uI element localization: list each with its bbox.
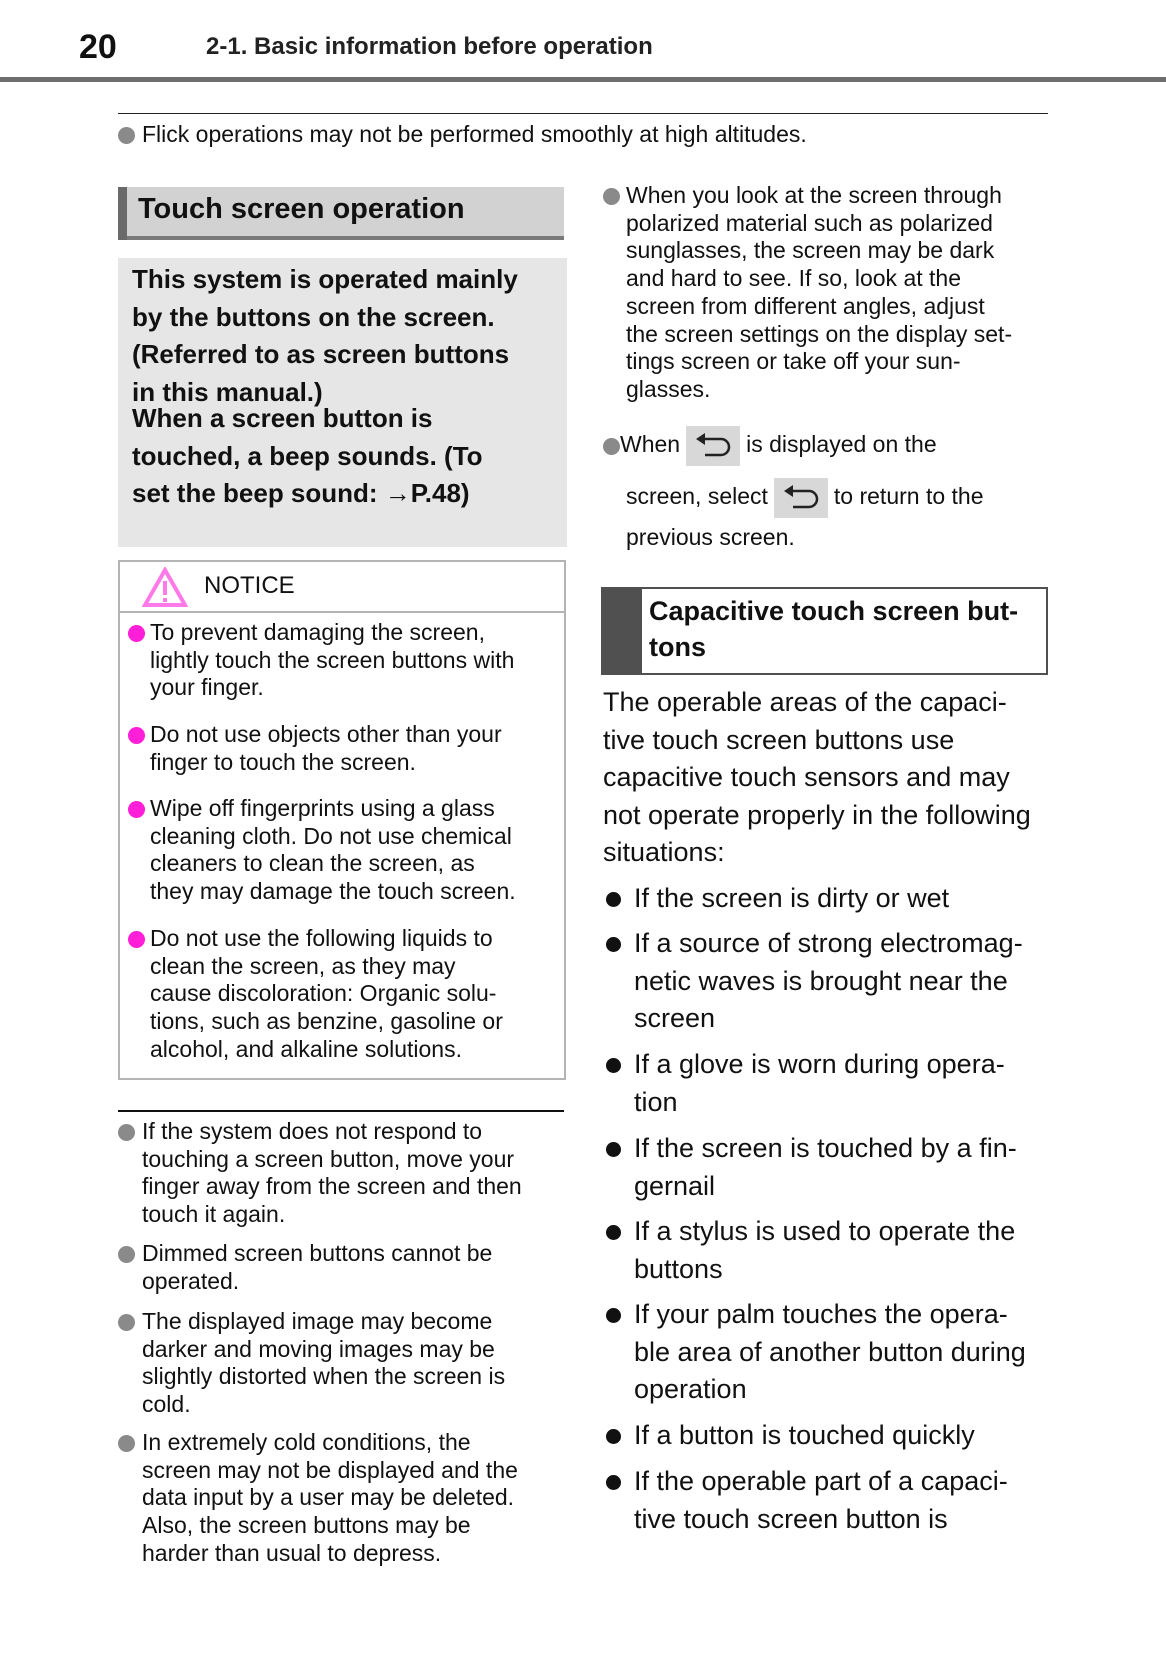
list-item: If a source of strong electromag- netic waves is brought near the screen: [634, 925, 1023, 1038]
heading-bar: [118, 187, 127, 240]
heading-bar: [603, 589, 642, 673]
capacitive-paragraph: The operable areas of the capaci- tive touch screen buttons use capacitive touch sensors and may not operate properly in the following situations:: [603, 687, 1031, 867]
section-heading-touch: [118, 187, 564, 240]
note-back: When is displayed on the: [603, 426, 937, 466]
bullet-icon: [118, 1435, 135, 1452]
list-item: If a stylus is used to operate the buttons: [634, 1213, 1015, 1288]
note-back-line3: previous screen.: [626, 524, 795, 550]
bullet-icon: [128, 625, 145, 642]
notice-box: NOTICE To prevent damaging the screen, lightly touch the screen buttons with your finger. Do not use objects other than your finger to touch the screen. Wipe off fingerprints using a glass cleaning cloth. Do not use chemical cleaners to clean the screen, as they may damage the touch screen. Do not use the following liquids to clean the screen, as they may cause discoloration: Organic solu- tions, such as benzine, gasoline or alcohol, and alkaline solutions.: [118, 560, 566, 1080]
bullet-icon: [118, 127, 135, 144]
bullet-icon: [603, 188, 620, 205]
list-item: If a button is touched quickly: [634, 1417, 975, 1455]
page-number: 20: [79, 28, 117, 66]
list-item: If the operable part of a capaci- tive touch screen button is: [634, 1463, 1008, 1538]
divider: [118, 113, 1048, 114]
bullet-icon: [128, 931, 145, 948]
back-arrow-icon: [774, 478, 828, 518]
section-heading-capacitive: [601, 587, 1048, 675]
bullet-icon: [603, 438, 620, 455]
notice-label: NOTICE: [204, 572, 295, 599]
bullet-icon: [606, 1225, 621, 1240]
list-item: If a glove is worn during opera- tion: [634, 1046, 1005, 1121]
header-rule: [0, 77, 1166, 82]
bullet-icon: [606, 1429, 621, 1444]
heading-text: Capacitive touch screen but- tons: [649, 596, 1019, 662]
bullet-icon: [118, 1246, 135, 1263]
bullet-icon: [606, 1308, 621, 1323]
section-title: 2-1. Basic information before operation: [206, 33, 653, 60]
bullet-icon: [606, 937, 621, 952]
bullet-icon: [128, 727, 145, 744]
divider: [118, 1110, 564, 1112]
intro-text-1: This system is operated mainly by the buttons on the screen. (Referred to as screen buttons in this manual.): [132, 264, 518, 407]
intro-text-2: When a screen button is touched, a beep sounds. (To set the beep sound: →P.48): [132, 403, 483, 508]
bullet-icon: [606, 1475, 621, 1490]
bullet-icon: [606, 892, 621, 907]
note-back-line2: screen, select to return to the: [626, 478, 984, 518]
list-item: If your palm touches the opera- ble area of another button during operation: [634, 1296, 1026, 1409]
bullet-icon: [118, 1314, 135, 1331]
warning-icon: [142, 567, 188, 607]
intro-box: [118, 258, 567, 547]
bullet-icon: [606, 1058, 621, 1073]
list-item: If the screen is dirty or wet: [634, 880, 949, 918]
bullet-icon: [118, 1124, 135, 1141]
bullet-icon: [606, 1142, 621, 1157]
back-arrow-icon: [686, 426, 740, 466]
list-item: If the screen is touched by a fin- gernail: [634, 1130, 1017, 1205]
bullet-icon: [128, 801, 145, 818]
notice-header: [120, 562, 564, 613]
heading-text: Touch screen operation: [138, 193, 465, 225]
